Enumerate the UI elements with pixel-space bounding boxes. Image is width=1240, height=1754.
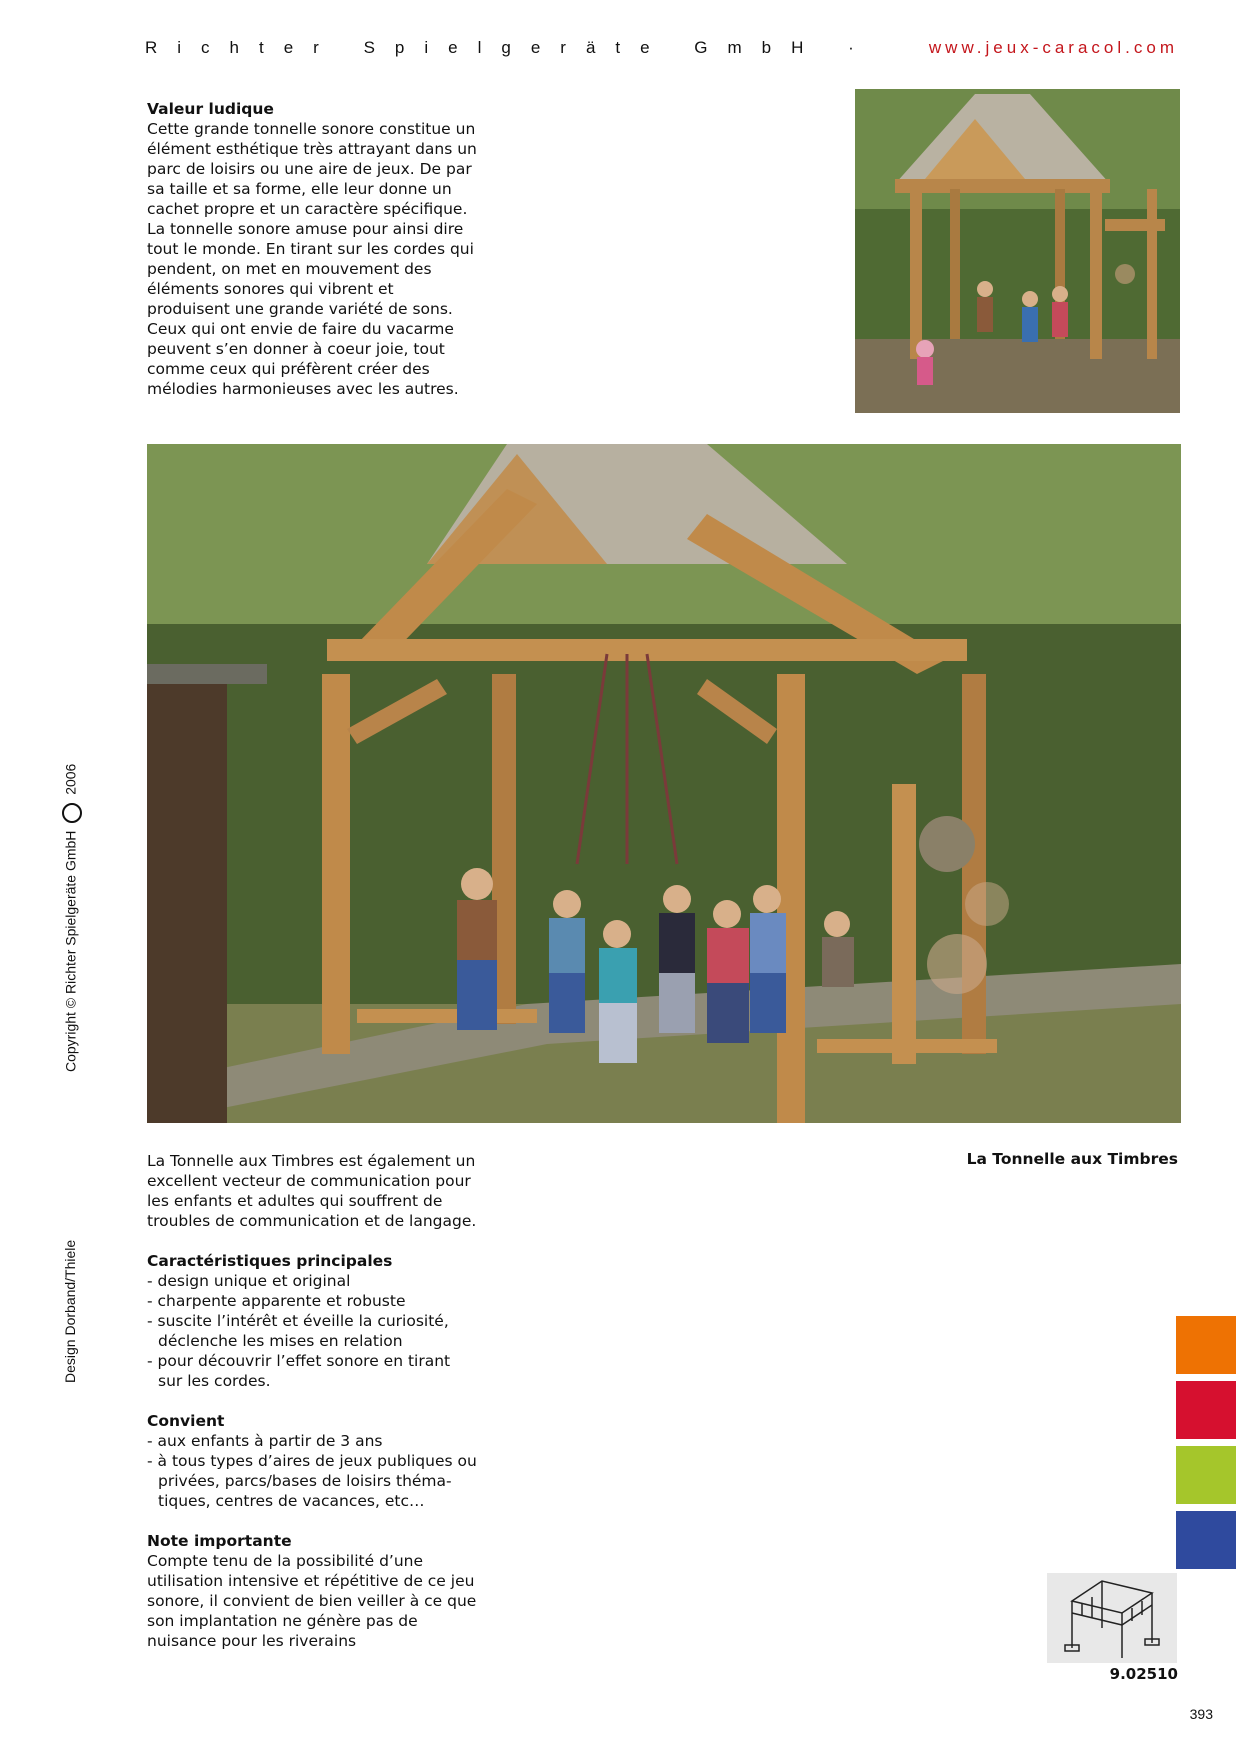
suitable-heading: Convient <box>147 1412 225 1430</box>
swatch-orange <box>1176 1316 1236 1374</box>
intro-heading: Valeur ludique <box>147 100 274 118</box>
list-item: - à tous types d’aires de jeux publiques ou privées, parcs/bases de loisirs théma-tiques, centres de vacances, etc… <box>147 1451 477 1511</box>
copyright-text: Copyright © Richter Spielgeräte GmbH <box>62 830 79 1072</box>
copyright-year: 2006 <box>62 763 79 795</box>
intro-section <box>147 99 477 399</box>
suitable-list <box>147 1431 477 1511</box>
intro-text: Cette grande tonnelle sonore constitue un élément esthétique très attrayant dans un parc de loisirs ou une aire de jeux. De par sa taille et sa forme, elle leur donne un cachet propre et un caractère spécifique. La tonnelle sonore amuse pour ainsi dire tout le monde. En tirant sur les cordes qui pendent, on met en mouvement des éléments sonores qui vibrent et produisent une grande variété de sons. Ceux qui ont envie de faire du vacarme peuvent s’en donner à coeur joie, tout comme ceux qui préfèrent créer des mélodies harmonieuses avec les autres. <box>147 120 477 398</box>
copyright-notice <box>62 764 82 1072</box>
list-item: - charpente apparente et robuste <box>147 1291 477 1311</box>
product-drawing <box>1047 1573 1177 1663</box>
richter-logo <box>62 803 82 823</box>
main-photo <box>147 444 1181 1123</box>
design-credit: Design Dorband/Thiele <box>62 1239 78 1383</box>
product-code: 9.02510 <box>1109 1665 1178 1683</box>
body-section <box>147 1151 477 1651</box>
swatch-red <box>1176 1381 1236 1439</box>
photo-caption: La Tonnelle aux Timbres <box>966 1150 1178 1168</box>
features-list <box>147 1271 477 1391</box>
list-item: - suscite l’intérêt et éveille la curiosité, déclenche les mises en relation <box>147 1311 477 1351</box>
note-text: Compte tenu de la possibilité d’une utilisation intensive et répétitive de ce jeu sonore, il convient de bien veiller à ce que son implantation ne génère pas de nuisance pour les riverains <box>147 1552 477 1650</box>
swatch-green <box>1176 1446 1236 1504</box>
header-url[interactable]: www.jeux-caracol.com <box>928 38 1178 57</box>
list-item: - aux enfants à partir de 3 ans <box>147 1431 477 1451</box>
list-item: - design unique et original <box>147 1271 477 1291</box>
swatch-blue <box>1176 1511 1236 1569</box>
note-heading: Note importante <box>147 1532 292 1550</box>
page-number: 393 <box>1189 1706 1213 1722</box>
list-item: - pour découvrir l’effet sonore en tirant sur les cordes. <box>147 1351 477 1391</box>
small-photo <box>855 89 1180 413</box>
header-company: Richter Spielgeräte GmbH · <box>145 38 874 57</box>
features-heading: Caractéristiques principales <box>147 1252 393 1270</box>
communication-text: La Tonnelle aux Timbres est également un excellent vecteur de communication pour les enfants et adultes qui souffrent de troubles de communication et de langage. <box>147 1152 477 1230</box>
